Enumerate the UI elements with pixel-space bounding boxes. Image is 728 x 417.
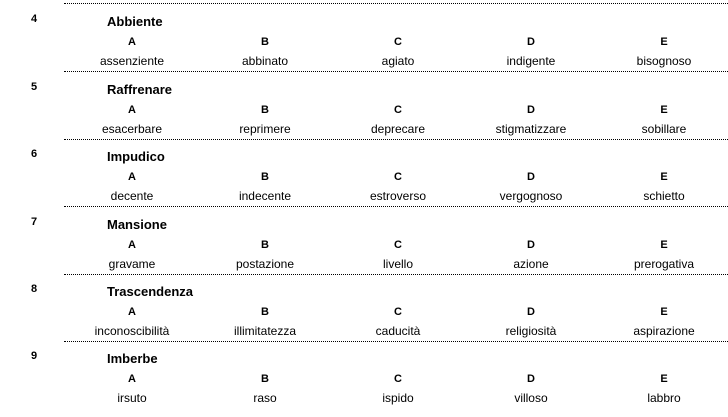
option-letter: C [394,104,402,116]
option-letter: C [394,36,402,48]
option-answer[interactable]: livello [382,257,413,271]
question-word: Imberbe [107,351,158,366]
option-letter: E [660,104,668,116]
option-letter: C [394,239,402,251]
option-letter: D [527,373,535,385]
option-letter: B [261,36,269,48]
option-answer[interactable]: reprimere [239,122,291,136]
option-answer[interactable]: raso [253,391,277,405]
option-answer[interactable]: abbinato [241,54,289,68]
question-word: Mansione [107,217,167,232]
option-answer[interactable]: inconoscibilità [94,324,170,338]
option-answer[interactable]: postazione [235,257,295,271]
question-separator [64,71,728,72]
option-answer[interactable]: schietto [643,189,685,203]
option-answer[interactable]: agiato [381,54,415,68]
option-answer[interactable]: indecente [238,189,292,203]
option-letter: E [660,171,668,183]
option-answer[interactable]: sobillare [641,122,687,136]
option-answer[interactable]: indigente [506,54,556,68]
question-number: 5 [31,81,38,93]
option-letter: D [527,239,535,251]
option-letter: A [128,36,136,48]
option-answer[interactable]: vergognoso [499,189,563,203]
option-letter: B [261,171,269,183]
question-separator [64,341,728,342]
option-answer[interactable]: villoso [514,391,548,405]
question-number: 9 [31,350,38,362]
option-letter: B [261,104,269,116]
question-item [0,148,728,215]
option-letter: E [660,239,668,251]
option-letter: C [394,373,402,385]
question-word: Trascendenza [107,284,193,299]
option-letter: B [261,373,269,385]
option-answer[interactable]: caducità [375,324,421,338]
option-answer[interactable]: assenziente [99,54,165,68]
option-answer[interactable]: gravame [108,257,156,271]
option-letter: B [261,306,269,318]
option-letter: A [128,239,136,251]
option-letter: A [128,104,136,116]
question-item [0,216,728,283]
option-letter: A [128,373,136,385]
option-answer[interactable]: religiosità [505,324,557,338]
top-separator [64,3,728,4]
option-answer[interactable]: deprecare [370,122,426,136]
question-item [0,81,728,148]
question-separator [64,139,728,140]
question-separator [64,274,728,275]
option-letter: A [128,306,136,318]
question-number: 4 [31,13,38,25]
question-item [0,350,728,417]
question-number: 7 [31,216,38,228]
option-letter: C [394,171,402,183]
option-answer[interactable]: ispido [382,391,414,405]
option-answer[interactable]: aspirazione [633,324,695,338]
question-item [0,13,728,80]
question-item [0,283,728,350]
question-word: Abbiente [107,14,163,29]
option-answer[interactable]: bisognoso [636,54,692,68]
option-answer[interactable]: labbro [647,391,681,405]
option-answer[interactable]: irsuto [117,391,147,405]
option-answer[interactable]: prerogativa [633,257,695,271]
question-word: Raffrenare [107,82,173,97]
question-number: 8 [31,283,38,295]
option-answer[interactable]: esacerbare [101,122,163,136]
question-number: 6 [31,148,38,160]
option-letter: D [527,306,535,318]
option-letter: C [394,306,402,318]
option-letter: D [527,36,535,48]
question-word: Impudico [107,149,165,164]
option-answer[interactable]: estroverso [369,189,427,203]
option-answer[interactable]: stigmatizzare [495,122,567,136]
option-answer[interactable]: decente [110,189,154,203]
option-answer[interactable]: illimitatezza [233,324,296,338]
option-letter: E [660,36,668,48]
option-letter: E [660,373,668,385]
option-letter: D [527,171,535,183]
option-letter: E [660,306,668,318]
option-letter: B [261,239,269,251]
option-letter: A [128,171,136,183]
option-letter: D [527,104,535,116]
option-answer[interactable]: azione [513,257,549,271]
question-separator [64,206,728,207]
